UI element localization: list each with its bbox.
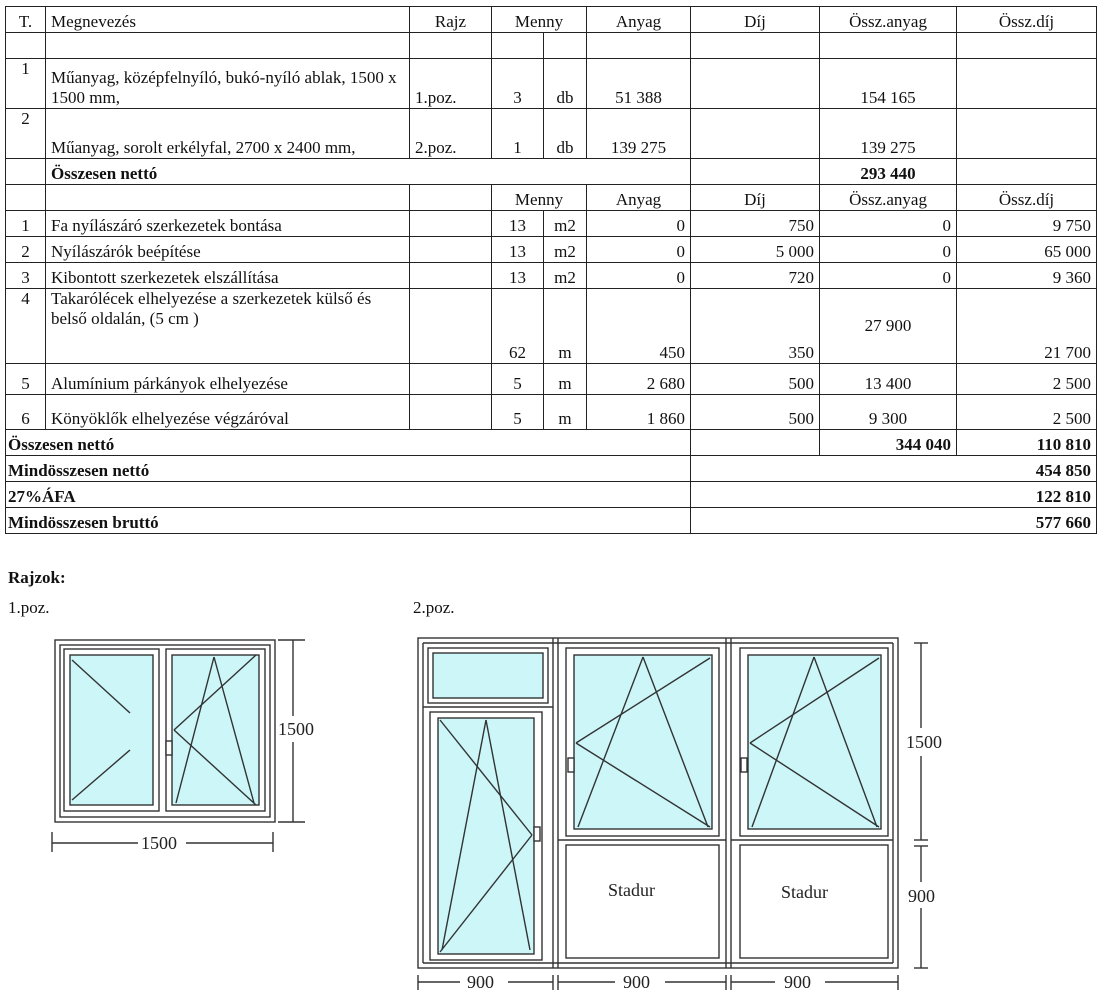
drawing-2-label: 2.poz.	[413, 598, 455, 617]
window-1-drawing	[52, 640, 305, 852]
dim-1-width: 1500	[141, 833, 177, 853]
labor-row: 6 Könyöklők elhelyezése végzáróval 5 m 1 860 500 9 300 2 500	[6, 395, 1097, 430]
drawing-1-label: 1.poz.	[8, 598, 50, 617]
net-total-row: Összesen nettó 344 040 110 810	[6, 430, 1097, 456]
header-row	[6, 7, 1097, 33]
col-header-ossz-dij: Össz.díj	[957, 7, 1097, 33]
dim-1-height: 1500	[278, 719, 314, 739]
all-net-total-row: Mindösszesen nettó 454 850	[6, 456, 1097, 482]
products-total-row: Összesen nettó 293 440	[6, 159, 1097, 185]
dim-2-height-top: 1500	[906, 732, 942, 752]
panel-label: Stadur	[608, 880, 655, 900]
product-row: 1 Műanyag, középfelnyíló, bukó-nyíló ablak, 1500 x 1500 mm, 1.poz. 3 db 51 388 154 165	[6, 59, 1097, 109]
col-header-dij: Díj	[691, 7, 820, 33]
labor-row: 5 Alumínium párkányok elhelyezése 5 m 2 680 500 13 400 2 500	[6, 364, 1097, 395]
col-header-menny: Menny	[492, 7, 587, 33]
dim-2-width-3: 900	[784, 972, 811, 992]
col-header-ossz-anyag: Össz.anyag	[820, 7, 957, 33]
empty-row	[6, 33, 1097, 59]
dim-2-width-1: 900	[467, 972, 494, 992]
labor-row: 2 Nyílászárók beépítése 13 m2 0 5 000 0 65 000	[6, 237, 1097, 263]
col-header-rajz: Rajz	[410, 7, 492, 33]
window-drawings	[0, 620, 1100, 1000]
labor-row: 3 Kibontott szerkezetek elszállítása 13 m2 0 720 0 9 360	[6, 263, 1097, 289]
labor-row: 1 Fa nyílászáró szerkezetek bontása 13 m2 0 750 0 9 750	[6, 211, 1097, 237]
drawings-title: Rajzok:	[8, 568, 66, 587]
vat-row: 27%ÁFA 122 810	[6, 482, 1097, 508]
product-name: Műanyag, középfelnyíló, bukó-nyíló ablak, 1500 x 1500 mm,	[46, 59, 410, 109]
product-drawing-ref: 2.poz.	[410, 109, 492, 159]
product-name: Műanyag, sorolt erkélyfal, 2700 x 2400 mm,	[46, 109, 410, 159]
dim-2-height-bottom: 900	[908, 886, 935, 906]
dim-2-width-2: 900	[623, 972, 650, 992]
col-header-t: T.	[6, 7, 46, 33]
labor-row: 4 Takarólécek elhelyezése a szerkezetek külső és belső oldalán, (5 cm ) 62 m 450 350 27 900 21 700	[6, 289, 1097, 364]
col-header-anyag: Anyag	[587, 7, 691, 33]
window-2-drawing	[418, 638, 928, 990]
labor-header-row: Menny Anyag Díj Össz.anyag Össz.díj	[6, 185, 1097, 211]
product-drawing-ref: 1.poz.	[410, 59, 492, 109]
panel-label: Stadur	[781, 882, 828, 902]
gross-total-row: Mindösszesen bruttó 577 660	[6, 508, 1097, 534]
quote-table	[5, 6, 1097, 534]
product-row: 2 Műanyag, sorolt erkélyfal, 2700 x 2400 mm, 2.poz. 1 db 139 275 139 275	[6, 109, 1097, 159]
col-header-name: Megnevezés	[46, 7, 410, 33]
